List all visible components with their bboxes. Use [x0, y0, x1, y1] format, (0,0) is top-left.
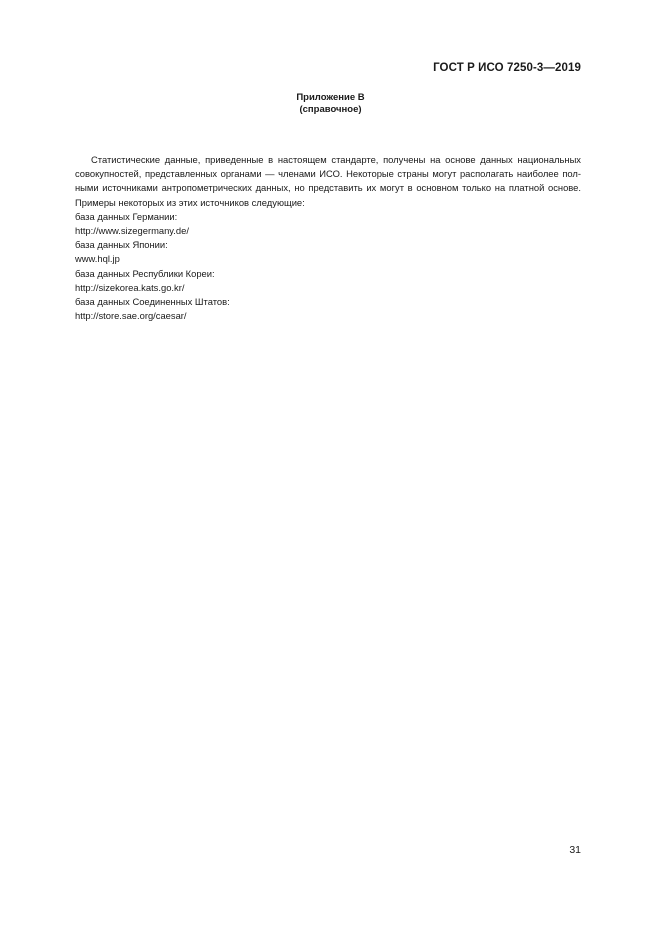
source-url[interactable]: http://sizekorea.kats.go.kr/ [75, 281, 185, 293]
paragraph-line-1-text: Статистические данные, приведенные в настоящем стандарте, получены на основе данных национальных [91, 154, 581, 165]
paragraph-line: ными источниками антропометрических данных, но представить их могут в основном только на платной основе. [75, 182, 581, 194]
source-url[interactable]: http://www.sizegermany.de/ [75, 225, 189, 237]
appendix-title: Приложение В [296, 92, 365, 103]
source-label: база данных Республики Кореи: [75, 267, 215, 279]
source-label: база данных Германии: [75, 210, 178, 222]
sources-list [75, 210, 581, 324]
paragraph-line: совокупностей, представленных органами — членами ИСО. Некоторые страны могут располагать наиболее пол- [75, 168, 581, 180]
appendix-subtitle: (справочное) [299, 104, 362, 115]
source-label: база данных Японии: [75, 239, 168, 251]
appendix-body [75, 153, 581, 323]
source-url[interactable]: www.hql.jp [75, 253, 120, 265]
appendix-heading [0, 92, 661, 116]
source-url[interactable]: http://store.sae.org/caesar/ [75, 310, 187, 322]
paragraph-line [75, 153, 581, 167]
document-code-header: ГОСТ Р ИСО 7250-3—2019 [433, 62, 581, 74]
page-number: 31 [569, 844, 581, 856]
source-label: база данных Соединенных Штатов: [75, 296, 230, 308]
paragraph-line: Примеры некоторых из этих источников следующие: [75, 196, 305, 208]
